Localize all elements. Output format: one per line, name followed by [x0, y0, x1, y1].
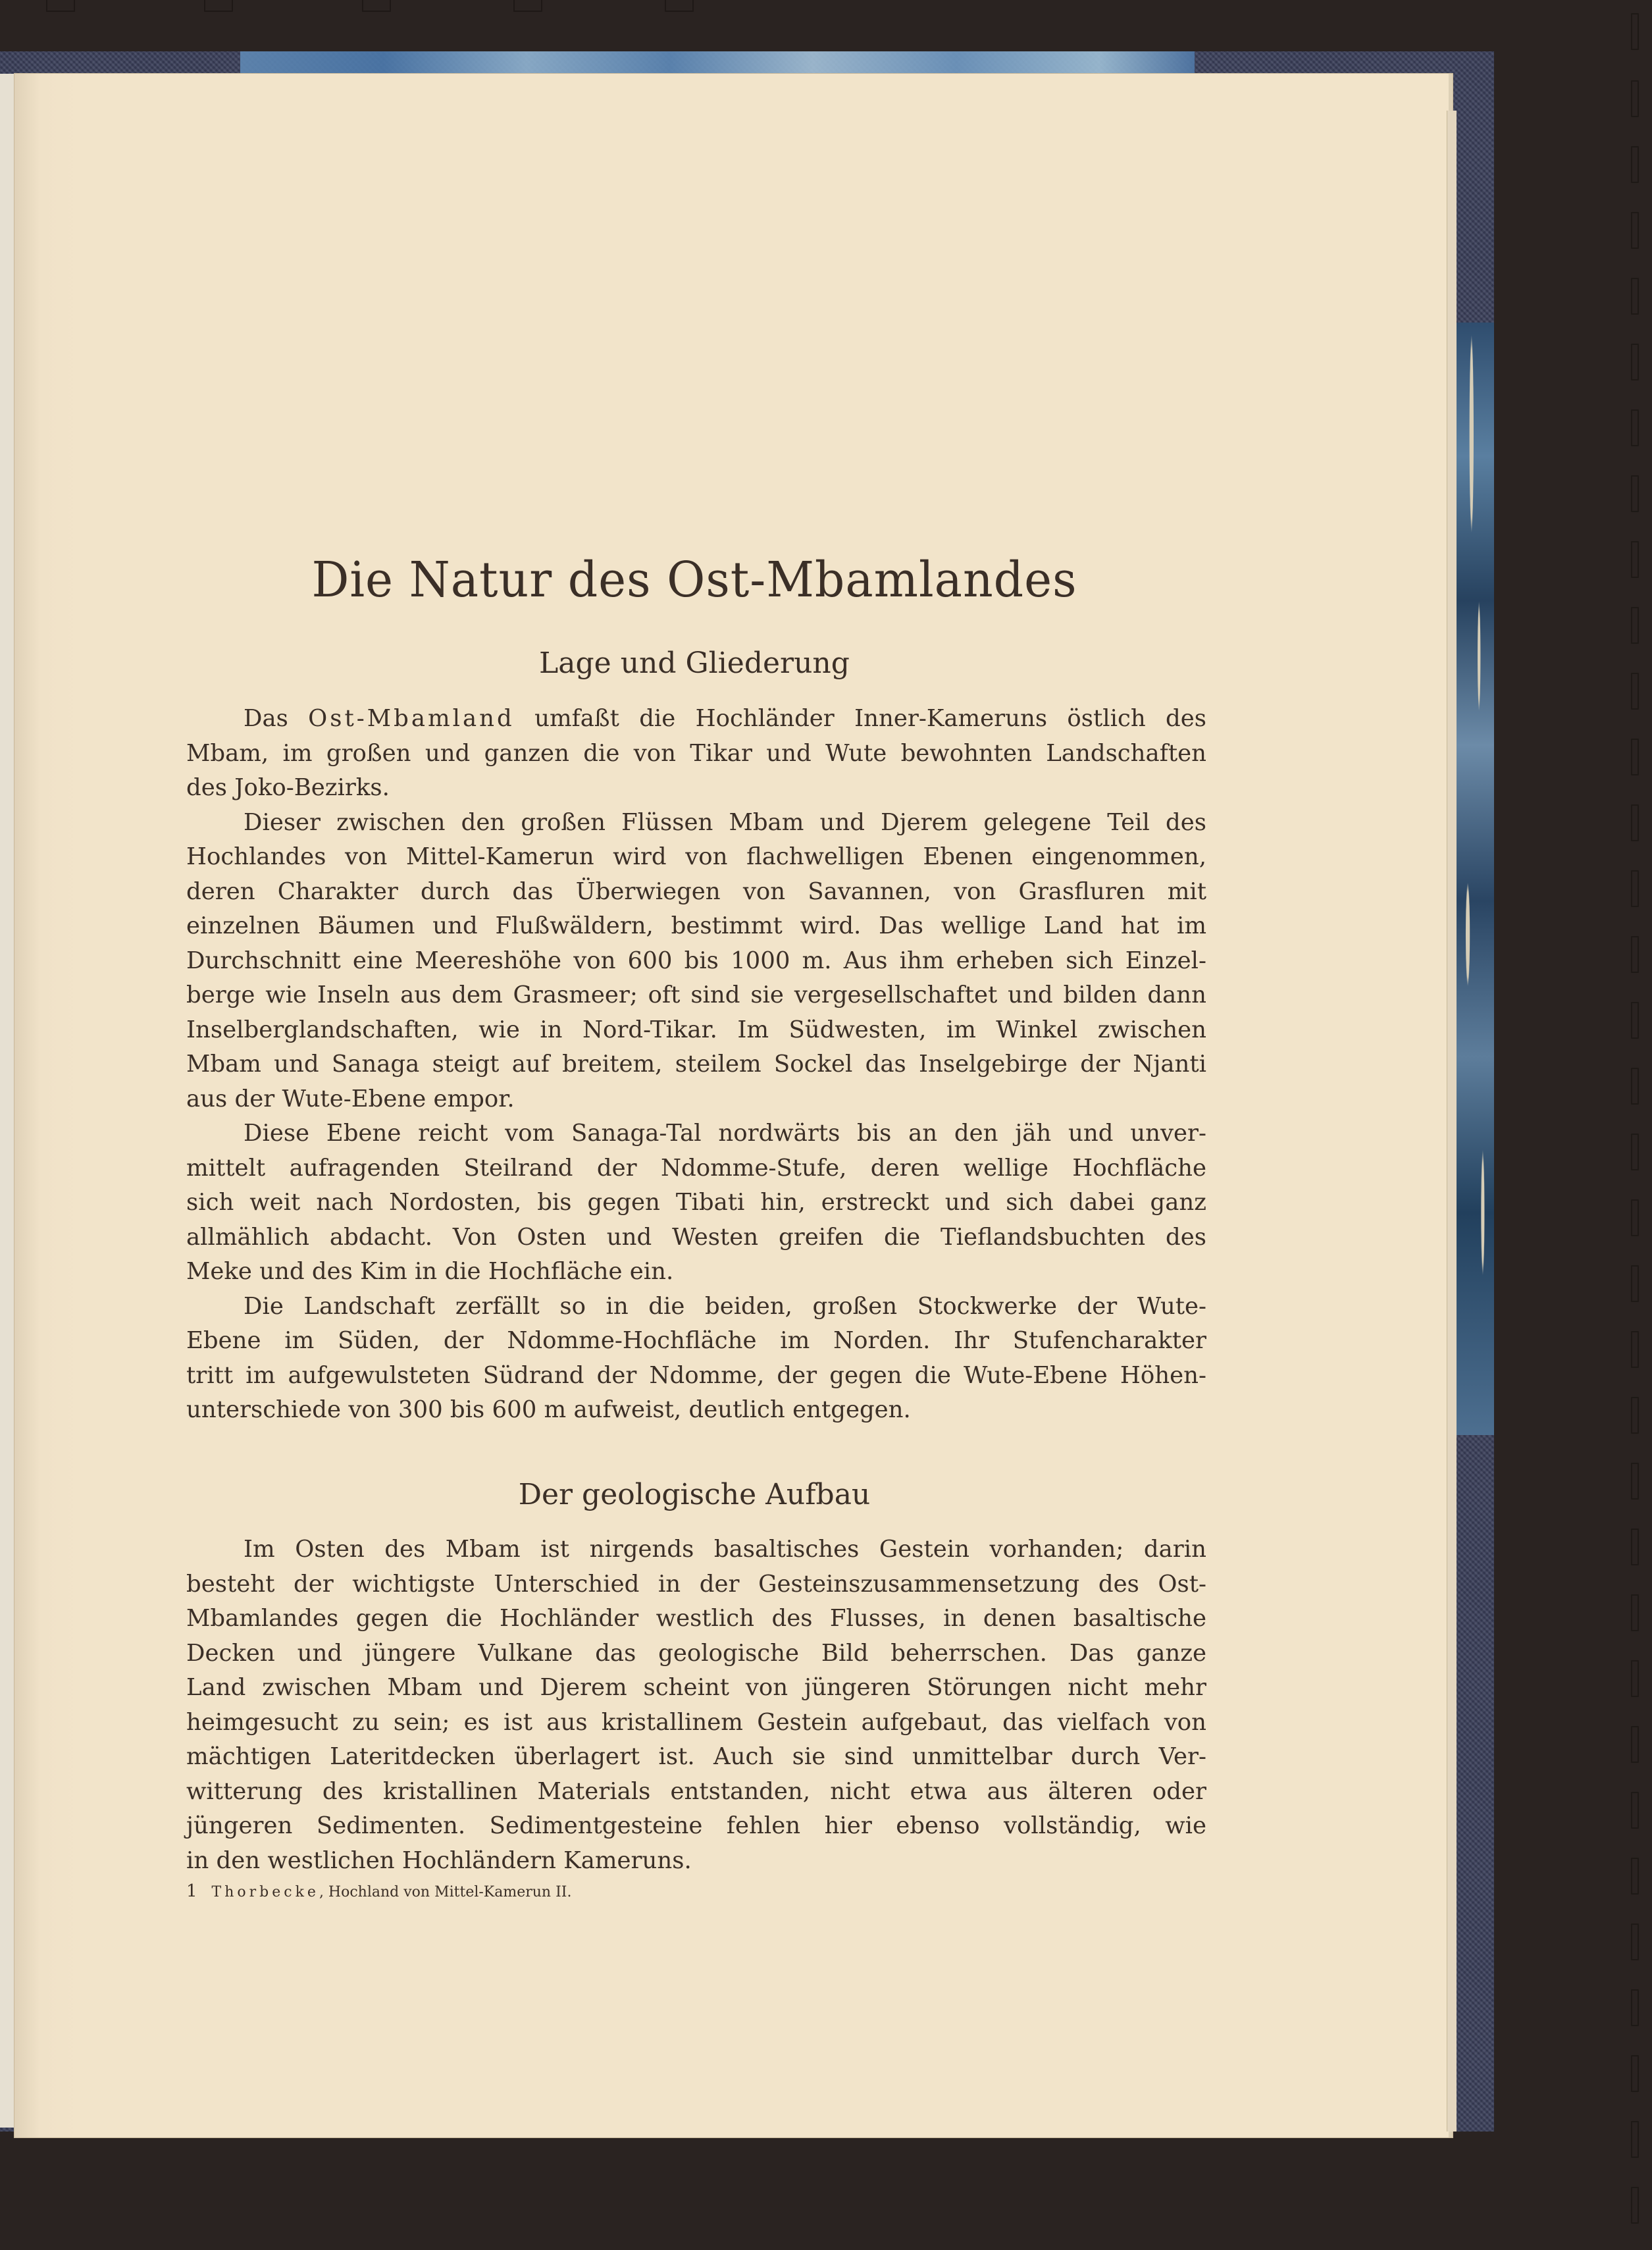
text-line: Decken und jüngere Vulkane das geologische Bild beherrschen. Das ganze [186, 1639, 1206, 1667]
footnote-number: 1 [186, 1881, 197, 1901]
text-line: heimgesucht zu sein; es ist aus kristallinem Gestein aufgebaut, das vielfach von [186, 1708, 1206, 1736]
text-line: mittelt aufragenden Steilrand der Ndomme-Stufe, deren wellige Hochfläche [186, 1154, 1206, 1182]
text-line: Land zwischen Mbam und Djerem scheint von jüngeren Störungen nicht mehr [186, 1674, 1206, 1701]
text-line: mächtigen Lateritdecken überlagert ist. Auch sie sind unmittelbar durch Ver- [186, 1743, 1206, 1770]
text-line: deren Charakter durch das Überwiegen von Savannen, von Grasfluren mit [186, 877, 1206, 905]
text-line: Durchschnitt eine Meereshöhe von 600 bis 1000 m. Aus ihm erheben sich Einzel- [186, 947, 1206, 974]
section-body-lage [186, 702, 1206, 1428]
text-line: Mbam und Sanaga steigt auf breitem, steilem Sockel das Inselgebirge der Njanti [186, 1051, 1206, 1078]
text-line: allmählich abdacht. Von Osten und Westen greifen die Tieflandsbuchten des [186, 1223, 1206, 1251]
text-line: unterschiede von 300 bis 600 m aufweist, deutlich entgegen. [186, 1396, 911, 1423]
text-line: besteht der wichtigste Unterschied in der Gesteinszusammensetzung des Ost- [186, 1570, 1206, 1598]
text-line: tritt im aufgewulsteten Südrand der Ndomme, der gegen die Wute-Ebene Höhen- [186, 1361, 1206, 1389]
text-line: Mbamlandes gegen die Hochländer westlich des Flusses, in denen basaltische [186, 1605, 1206, 1632]
text-line: Inselberglandschaften, wie in Nord-Tikar. Im Südwesten, im Winkel zwischen [186, 1016, 1206, 1043]
text-line: in den westlichen Hochländern Kameruns. [186, 1846, 692, 1874]
text-line: jüngeren Sedimenten. Sedimentgesteine fehlen hier ebenso vollständig, wie [186, 1812, 1206, 1839]
text-line: Im Osten des Mbam ist nirgends basaltisches Gestein vorhanden; darin [244, 1536, 1206, 1563]
spaced-term: Ost-Mbamland [308, 705, 515, 732]
footnote-text: , Hochland von Mittel-Kamerun II. [319, 1884, 572, 1900]
text-line: des Joko-Bezirks. [186, 774, 390, 801]
footnote-author: Thorbecke [211, 1884, 319, 1900]
text-line: einzelnen Bäumen und Flußwäldern, bestimmt wird. Das wellige Land hat im [186, 912, 1206, 939]
text-line: Hochlandes von Mittel-Kamerun wird von flachwelligen Ebenen eingenommen, [186, 843, 1206, 870]
text-line: Meke und des Kim in die Hochfläche ein. [186, 1258, 674, 1285]
text-line: Das Ost-Mbamland umfaßt die Hochländer Inner-Kameruns östlich des [244, 705, 1206, 732]
text-line: Ebene im Süden, der Ndomme-Hochfläche im Norden. Ihr Stufencharakter [186, 1327, 1206, 1354]
section-heading-lage: Lage und Gliederung [539, 646, 850, 680]
text-line: Die Landschaft zerfällt so in die beiden, großen Stockwerke der Wute- [244, 1292, 1206, 1320]
text-line: Dieser zwischen den großen Flüssen Mbam und Djerem gelegene Teil des [244, 808, 1206, 836]
section-heading-geologie: Der geologische Aufbau [518, 1478, 871, 1511]
text-line: Diese Ebene reicht vom Sanaga-Tal nordwärts bis an den jäh und unver- [244, 1120, 1206, 1147]
footnote [186, 1881, 571, 1901]
text-line: witterung des kristallinen Materials entstanden, nicht etwa aus älteren oder [186, 1777, 1206, 1805]
text-line: Mbam, im großen und ganzen die von Tikar und Wute bewohnten Landschaften [186, 739, 1206, 767]
text-line: aus der Wute-Ebene empor. [186, 1085, 515, 1112]
chapter-title: Die Natur des Ost-Mbamlandes [311, 552, 1077, 608]
text-line: berge wie Inseln aus dem Grasmeer; oft sind sie vergesellschaftet und bilden dann [186, 981, 1206, 1008]
section-body-geologie [186, 1532, 1206, 1878]
text-line: sich weit nach Nordosten, bis gegen Tibati hin, erstreckt und sich dabei ganz [186, 1189, 1206, 1216]
